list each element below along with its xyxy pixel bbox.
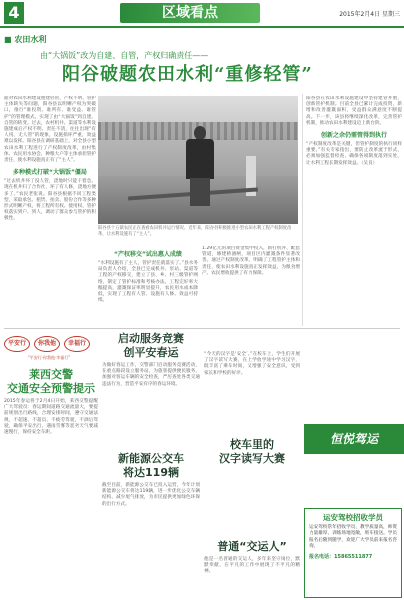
article-title: 阳谷破题农田水利“重修轻管” (62, 64, 313, 85)
story-school-bus-headline (204, 438, 300, 472)
page-header (0, 0, 404, 28)
logo-caption: “平安行·你我他·幸福行” (27, 355, 71, 360)
page-number: 4 (4, 2, 24, 24)
story-headline: 汉字读写大赛 (219, 452, 285, 465)
ad-phone: 报名电话：15865511877 (309, 553, 373, 560)
article-text: 面对农田水利建设重建轻管、产权不明、管护主体缺失等问题，阳谷县以明晰产权为突破口，推行“谁投资、谁所有、谁受益、谁管护”的管理模式，实现了由“大锅饭”到自建、自管的转变。过去，农村机井、渠道等水利设施建成后产权不明、责任不清，往往出现“有人用、无人管”的现象，设施损坏严重，效益难以发挥。阳谷县在调研基础上，对全县小型农田水利工程进行了产权制度改革，由村集体、农民用水协会、种粮大户等主体承担管护责任，使水利设施真正有了“主人”。 (4, 96, 96, 164)
article-column-2 (98, 246, 198, 328)
story-headline: 普通“交运人” (217, 540, 287, 553)
photo-caption: 阳谷县十五镇农民正在查看农田机井运行情况。近年来，阳谷县积极推进小型农田水利工程产权制度改革，让水利设施有了“主人”。 (98, 226, 292, 237)
article-text: “水利设施有了主人，管护责任就落实了。”县水务局负责人介绍，全县已完成机井、泵站、渠道等工程的产权移交，建立了县、乡、村三级管护网络，制定了管护标准和考核办法，工程完好率大幅提高，灌溉保证率明显提升，农民用水成本降低，实现了工程有人管、设施有人修、效益可持续。 (98, 261, 198, 304)
article-text: 阳谷县在农田水利设施建设中坚持建管并重，创新管护机制。目前全县已累计完成投资，新增和改善灌溉面积，受益群众满意度不断提高。下一步，该县将继续深化改革，完善管护机制，推动农田水利建设迈上新台阶。 (306, 96, 402, 126)
safety-campaign-logo (4, 332, 94, 364)
story-headline: 启动服务竞赛 (118, 332, 184, 345)
article-column-1 (4, 96, 96, 328)
story-headline: 莱西交警 (29, 368, 73, 381)
article-text: “产权制度改革是关键，但管护制度的执行同样重要。”有关专家指出，要防止改革流于形式，必须加强监督检查，确保各项制度落到实处，让水利工程长期发挥效益。（吴良） (306, 142, 402, 166)
story-laixi (4, 368, 98, 598)
article-photo (98, 96, 298, 224)
logo-mark: 平安行 (4, 336, 30, 352)
story-headline: 将达119辆 (123, 466, 179, 479)
ad-text: 运安驾校常年招收学员，教学质量高，师资力量雄厚，训练场地宽敞，班车接送。学员报名后随到随学，欢迎广大学员前来报名咨询。 (309, 525, 397, 550)
ad-title: 运安驾校招收学员 (323, 513, 383, 522)
article-column-3 (202, 246, 300, 328)
story-text: 截至目前，新能源公交车已投入运营，今年计划新能源公交车将达119辆，进一步优化公交车辆结构，减少尾气排放，为市民提供更加绿色环保的出行方式。 (102, 483, 200, 507)
story-text: “今天的汉字是‘安全’。”在校车上，学生们开展了汉字读写大赛，在上学放学途中学习汉字，既丰富了乘车时间，又增强了安全意识，受到家长和学校的好评。 (204, 352, 300, 376)
story-headline: 交通安全预警提示 (7, 382, 95, 395)
ad-banner: 恒悦驾运 (304, 424, 404, 454)
story-headline: 校车里的 (230, 438, 274, 451)
story-bus (102, 452, 200, 598)
article-subhead: “产权移交”试出惠人成绩 (114, 251, 182, 258)
story-text: 他是一名普通的交运人，多年来坚守岗位，默默奉献，在平凡的工作中展现了不平凡的精神。 (204, 557, 300, 575)
story-headline: 创平安春运 (123, 346, 179, 359)
article-subtitle: 由“大锅饭”改为自建、自管，产权归确责任—— (40, 51, 209, 60)
logo-mark: 幸福行 (64, 336, 90, 352)
article-text: 1.29亿元的项目资金集中投入，新打机井、配套管道，修建桥涵闸，项目区内灌溉条件显著改善。通过产权制度改革，明确了工程管护主体和责任，使农田水利设施真正发挥效益，为粮食增产、农民增收提供了有力保障。 (202, 246, 300, 276)
story-service (102, 332, 200, 450)
article-subhead: 多种模式打破“大锅饭”僵局 (13, 169, 87, 177)
story-text: 2015年春运将于2月4日开始，莱西交警提醒广大驾驶员：春运期间道路交通流量大，要提前规划出行路线，合理安排时间，遵守交通法规，不超速、不超员、不疲劳驾驶，不酒后驾驶，确保平安出行。遇雨雪雾等恶劣天气要减速慢行，保持安全车距。 (4, 399, 98, 436)
driving-school-ad (304, 508, 402, 598)
story-text: 为做好春运工作，交警部门启动服务竞赛活动，在重点路段设立服务站，为旅客提供便民服务，加强对客运车辆的安全检查，严厉查处各类交通违法行为，营造平安有序的春运环境。 (102, 363, 200, 387)
issue-date: 2015年2月4日 星期三 (339, 11, 400, 18)
logo-mark: 你我他 (34, 336, 60, 352)
article-text: “过去机井坏了没人管，浇地时只能干着急。现在机井归了合作社，坏了有人修，浇地方便多了。”农民老张说。阳谷县根据不同工程类型，采取承包、租赁、拍卖、股份合作等多种形式明晰产权，将工程所有权、使用权、管护权落实到户、到人，调动了群众参与管护的积极性。 (4, 179, 96, 222)
article-column-right (306, 96, 402, 328)
section-title: 区域看点 (120, 3, 260, 23)
column-tag: ■ 农田水利 (4, 35, 47, 44)
story-worker (204, 540, 300, 598)
story-headline: 新能源公交车 (118, 452, 184, 465)
article-subhead: 创新之余仍需管得到执行 (320, 132, 387, 140)
farmer-figure (186, 126, 214, 206)
